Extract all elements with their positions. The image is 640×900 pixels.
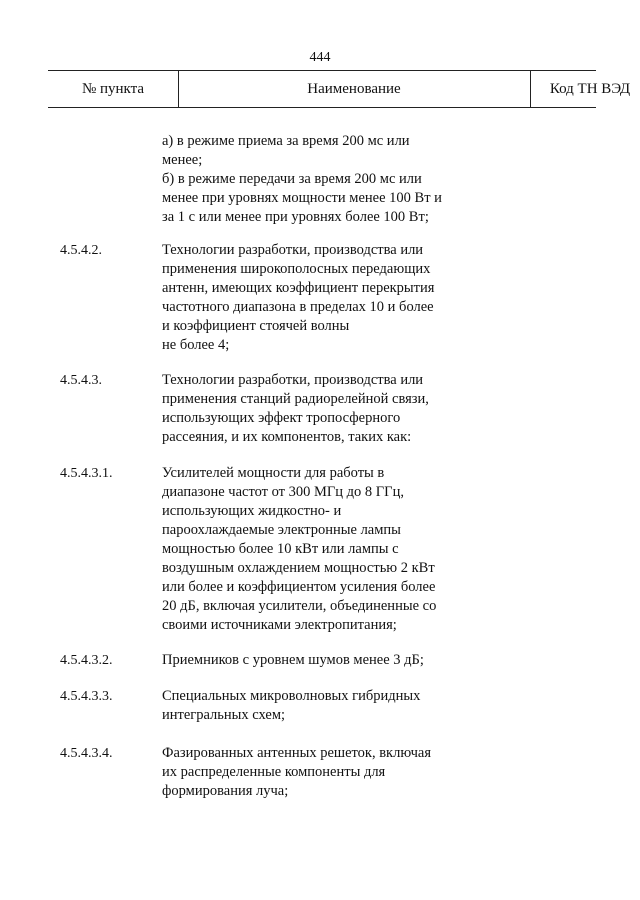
header-name-column: Наименование — [178, 71, 529, 107]
item-text: Усилителей мощности для работы в диапазоне частот от 300 МГц до 8 ГГц, использующих жидкостно- и пароохлаждаемые электронные лампы мощностью более 10 кВт или лампы с воздушным охлаждением мощностью 2 кВт или более и коэффициентом усиления более 20 дБ, включая усилители, объединенные со своими источниками электропитания; — [162, 465, 437, 633]
item-number: 4.5.4.2. — [60, 243, 102, 258]
item-number: 4.5.4.3.1. — [60, 466, 113, 481]
item-text: Технологии разработки, производства или применения широкополосных передающих антенн, имеющих коэффициент перекрытия частотного диапазона в пределах 10 и более и коэффициент стоячей волны не более 4; — [162, 242, 435, 353]
item-text: Фазированных антенных решеток, включая их распределенные компоненты для формирования луча; — [162, 745, 431, 799]
header-code-column: Код ТН ВЭД — [530, 71, 640, 107]
item-number: 4.5.4.3.4. — [60, 746, 113, 761]
item-number: 4.5.4.3.3. — [60, 689, 113, 704]
table-header — [48, 70, 631, 108]
item-text: Приемников с уровнем шумов менее 3 дБ; — [162, 652, 424, 668]
item-number: 4.5.4.3.2. — [60, 653, 113, 668]
item-text: а) в режиме приема за время 200 мс или менее; б) в режиме передачи за время 200 мс или менее при уровнях мощности менее 100 Вт и за 1 с или менее при уровнях более 100 Вт; — [162, 133, 442, 225]
item-text: Технологии разработки, производства или применения станций радиорелейной связи, использующих эффект тропосферного рассеяния, и их компонентов, таких как: — [162, 372, 429, 445]
item-number: 4.5.4.3. — [60, 373, 102, 388]
header-number-column: № пункта — [81, 81, 145, 97]
item-text: Специальных микроволновых гибридных интегральных схем; — [162, 688, 421, 723]
page-number: 444 — [309, 50, 331, 65]
